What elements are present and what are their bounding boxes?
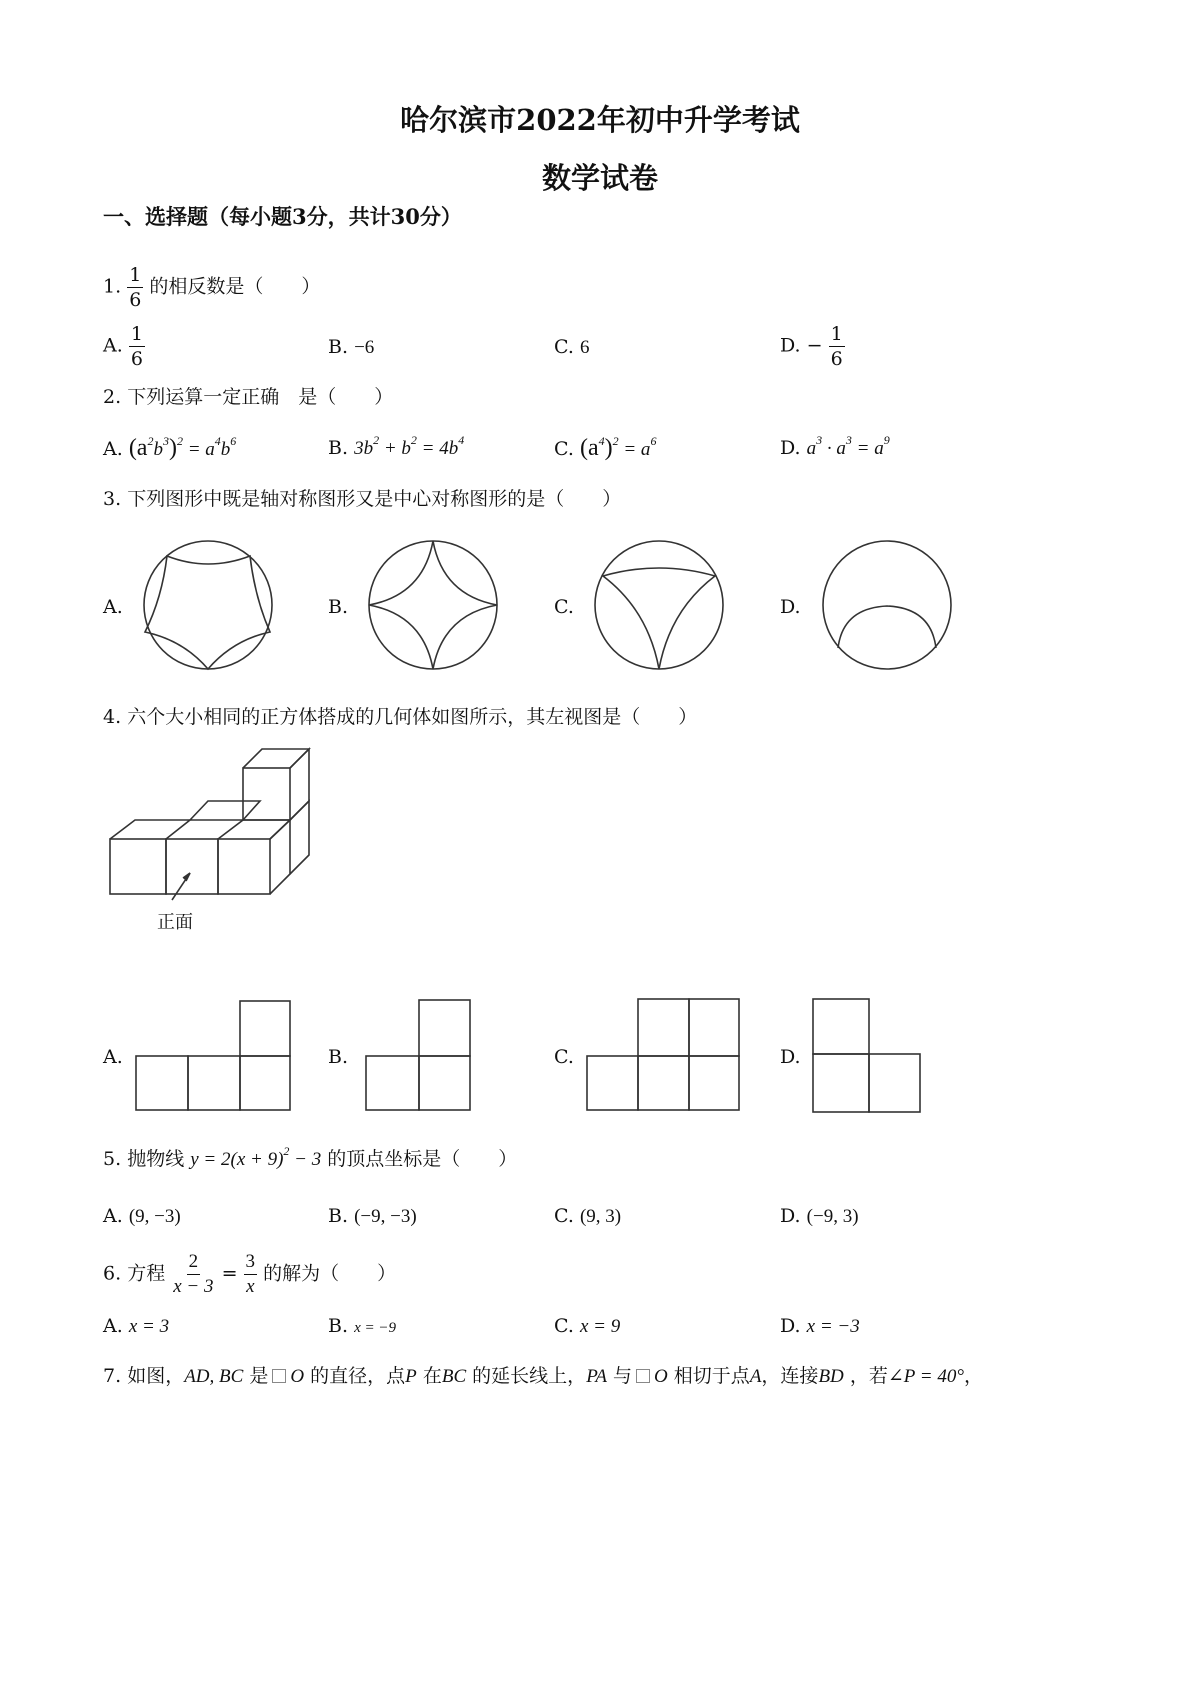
fraction-denominator: 6	[830, 348, 843, 370]
fraction-numerator: 1	[129, 264, 142, 286]
option-label: A.	[103, 1205, 123, 1227]
option-label: D.	[780, 1315, 801, 1337]
option-formula: $(a^4)^2 = a^6$	[579, 434, 657, 461]
q4-option-d-label[interactable]: D.	[780, 1046, 801, 1068]
q5-option-c[interactable]	[554, 1205, 621, 1228]
option-label: A.	[103, 334, 123, 357]
question-number: 5.	[103, 1148, 122, 1170]
q4-figure-d[interactable]	[813, 999, 920, 1112]
question-number: 4.	[103, 706, 122, 728]
option-value: (9, −3)	[128, 1206, 181, 1227]
q5-option-b[interactable]	[328, 1205, 417, 1228]
q4-option-a-label[interactable]: A.	[103, 1046, 123, 1068]
q3-option-c-label[interactable]: C.	[554, 596, 574, 618]
option-label: C.	[554, 438, 574, 460]
question-6	[103, 1250, 396, 1299]
minus-sign: −	[806, 334, 823, 357]
question-stem-post: 的顶点坐标是（ ）	[327, 1148, 518, 1170]
q6-option-c[interactable]	[554, 1315, 620, 1338]
option-label: D.	[780, 334, 801, 357]
option-value: x = −9	[354, 1320, 396, 1336]
q4-figure-a[interactable]	[136, 1001, 290, 1110]
option-formula: $a^3 \cdot a^3 = a^9$	[806, 433, 890, 459]
option-value: x = −3	[806, 1316, 860, 1337]
q4-figure-c[interactable]	[587, 999, 739, 1110]
question-stem: 下列运算一定正确 是（ ）	[127, 386, 394, 408]
option-formula: $(a^2b^3)^2 = a^4b^6$	[128, 434, 237, 461]
fraction-denominator: 6	[130, 348, 143, 370]
fraction-numerator: 1	[830, 323, 843, 345]
question-number: 1.	[103, 275, 122, 298]
question-number: 7.	[103, 1365, 122, 1387]
q6-option-a[interactable]	[103, 1315, 169, 1338]
option-label: C.	[554, 1315, 574, 1337]
q5-option-d[interactable]	[780, 1205, 859, 1228]
option-label: B.	[328, 336, 349, 358]
fraction-denominator: 6	[129, 289, 142, 311]
fraction-numerator: 1	[130, 323, 143, 345]
option-value: −6	[354, 337, 375, 358]
q3-option-d-label[interactable]: D.	[780, 596, 801, 618]
question-stem-pre: 方程	[127, 1262, 166, 1285]
question-number: 6.	[103, 1262, 122, 1285]
option-label: D.	[780, 1205, 801, 1227]
question-stem: 六个大小相同的正方体搭成的几何体如图所示，其左视图是（ ）	[127, 706, 698, 728]
fraction-right: $\frac{3}{x}$	[245, 1251, 256, 1297]
parabola-formula: $y = 2(x + 9)^2 - 3$	[190, 1144, 322, 1170]
option-value: x = 3	[128, 1316, 170, 1337]
question-5	[103, 1144, 518, 1171]
equals-sign: =	[221, 1262, 238, 1285]
question-number: 3.	[103, 488, 122, 510]
question-7: 7. 如图，AD, BC 是 O 的直径，点P 在BC 的延长线上，PA 与 O 相切于点A，连接BD ，若∠P = 40°，	[103, 1365, 983, 1387]
circle-symbol-icon	[636, 1369, 650, 1383]
front-label: 正面	[157, 912, 193, 933]
fraction-left: $\frac{2}{x - 3}$	[173, 1251, 214, 1297]
question-stem-post: 的解为（ ）	[263, 1262, 397, 1285]
page-subtitle: 数学试卷	[541, 161, 658, 195]
option-value: 6	[579, 337, 590, 358]
option-label: A.	[103, 1315, 123, 1337]
option-label: D.	[780, 437, 801, 459]
option-label: A.	[103, 438, 123, 460]
question-number: 2.	[103, 386, 122, 408]
option-value: (9, 3)	[579, 1206, 622, 1227]
circle-symbol-icon	[272, 1369, 286, 1383]
option-label: B.	[328, 437, 349, 459]
question-stem: 下列图形中既是轴对称图形又是中心对称图形的是（ ）	[127, 488, 622, 510]
section-heading: 一、选择题（每小题3分，共计30分）	[103, 204, 462, 229]
option-label: C.	[554, 1205, 574, 1227]
option-value: (−9, 3)	[806, 1206, 859, 1227]
question-stem: 的相反数是（ ）	[149, 275, 321, 298]
option-value: x = 9	[579, 1316, 621, 1337]
q6-option-d[interactable]	[780, 1315, 860, 1338]
q5-option-a[interactable]	[103, 1205, 181, 1228]
option-label: B.	[328, 1315, 349, 1337]
q4-option-b-label[interactable]: B.	[328, 1046, 349, 1068]
option-label: C.	[554, 336, 574, 358]
q4-figure-b[interactable]	[366, 1000, 470, 1110]
question-stem-pre: 抛物线	[127, 1148, 185, 1170]
option-value: (−9, −3)	[354, 1206, 417, 1227]
page-title: 哈尔滨市2022年初中升学考试	[400, 103, 800, 137]
q6-option-b[interactable]	[328, 1315, 396, 1339]
option-label: B.	[328, 1205, 349, 1227]
q3-option-b-label[interactable]: B.	[328, 596, 349, 618]
q4-option-c-label[interactable]: C.	[554, 1046, 574, 1068]
q3-option-a-label[interactable]: A.	[103, 596, 123, 618]
option-formula: $3b^2 + b^2 = 4b^4$	[354, 433, 465, 459]
